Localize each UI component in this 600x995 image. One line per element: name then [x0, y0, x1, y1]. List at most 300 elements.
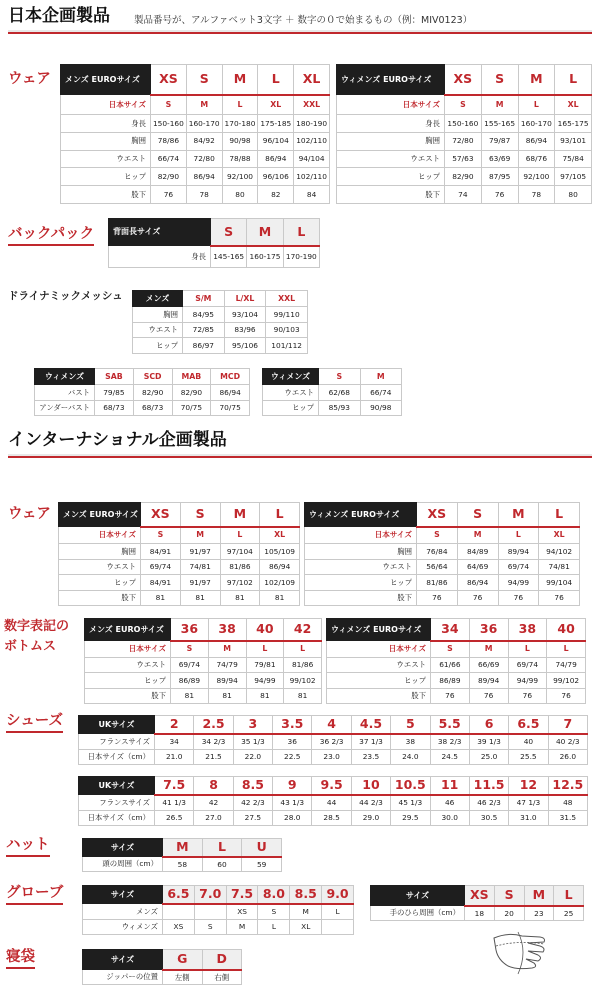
- cell: S: [194, 919, 226, 934]
- jp-size-label: 日本サイズ: [85, 641, 171, 658]
- size-cell: S: [211, 219, 247, 246]
- size-cell: 8: [194, 777, 233, 795]
- cell: 81/86: [417, 575, 458, 590]
- cell: 81: [260, 590, 300, 605]
- size-cell: SCD: [133, 369, 172, 385]
- row-label: 胸囲: [61, 132, 151, 150]
- cell: 43 1/3: [273, 795, 312, 811]
- cell: 89/94: [208, 673, 246, 688]
- cell: 25.0: [469, 749, 508, 764]
- cell: 76: [417, 590, 458, 605]
- row-label: ウエスト: [305, 559, 417, 574]
- cell: 27.5: [233, 810, 272, 825]
- cell: 62/68: [319, 385, 361, 401]
- jp-size: L: [220, 527, 260, 544]
- row-label: ウエスト: [59, 559, 141, 574]
- cell: 右側: [202, 970, 242, 985]
- cell: 99/102: [547, 673, 586, 688]
- size-cell: 36: [469, 619, 508, 641]
- row-label: 胸囲: [133, 307, 183, 323]
- size-cell: L: [554, 886, 584, 906]
- cell: XS: [163, 919, 195, 934]
- cell: 68/73: [95, 400, 134, 416]
- size-cell: S: [457, 503, 498, 527]
- size-cell: 9.0: [322, 886, 354, 904]
- cell: 23.5: [351, 749, 390, 764]
- cell: 66/74: [151, 150, 187, 168]
- cell: 94/99: [508, 673, 547, 688]
- cell: 96/106: [258, 168, 294, 186]
- cell: 86/94: [211, 385, 250, 401]
- cell: 96/104: [258, 132, 294, 150]
- label-backpack: バックパック: [8, 227, 94, 246]
- row-label: ウエスト: [337, 150, 445, 168]
- cell: 44 2/3: [351, 795, 390, 811]
- cell: 36: [273, 734, 312, 750]
- size-cell: 12: [509, 777, 548, 795]
- size-cell: XS: [151, 65, 187, 95]
- row-label: 股下: [327, 688, 431, 703]
- jp-size: S: [431, 641, 470, 658]
- jp-size: M: [457, 527, 498, 544]
- cell: 29.5: [391, 810, 430, 825]
- table-head: ウィメンズ EUROサイズ: [327, 619, 431, 641]
- cell: 86/94: [518, 132, 555, 150]
- jp-size: L: [508, 641, 547, 658]
- row-label: 股下: [337, 186, 445, 204]
- size-cell: S: [481, 65, 518, 95]
- cell: XS: [226, 904, 258, 920]
- cell: 87/95: [481, 168, 518, 186]
- size-cell: 36: [171, 619, 209, 641]
- cell: 170-180: [222, 115, 258, 133]
- cell: 91/97: [180, 575, 220, 590]
- size-cell: L: [258, 65, 294, 95]
- cell: 76: [508, 688, 547, 703]
- cell: 175-185: [258, 115, 294, 133]
- row-label: 身長: [61, 115, 151, 133]
- cell: 82/90: [172, 385, 211, 401]
- cell: 24.0: [391, 749, 430, 764]
- size-cell: 7.0: [194, 886, 226, 904]
- cell: 26.0: [548, 749, 587, 764]
- row-label: アンダーバスト: [35, 400, 95, 416]
- cell: 99/104: [539, 575, 580, 590]
- size-cell: M: [247, 219, 283, 246]
- cell: 165-175: [555, 115, 592, 133]
- size-cell: D: [202, 950, 242, 970]
- cell: 160-170: [518, 115, 555, 133]
- cell: 64/69: [457, 559, 498, 574]
- size-cell: 9.5: [312, 777, 351, 795]
- cell: 29.0: [351, 810, 390, 825]
- cell: M: [226, 919, 258, 934]
- cell: 82/90: [133, 385, 172, 401]
- cell: 18: [465, 906, 495, 921]
- cell: 78: [518, 186, 555, 204]
- cell: 84: [294, 186, 330, 204]
- cell: 86/94: [186, 168, 222, 186]
- jp-size: M: [469, 641, 508, 658]
- size-cell: XL: [294, 65, 330, 95]
- cell: 150-160: [151, 115, 187, 133]
- row-label: ウエスト: [327, 657, 431, 672]
- table-glove-2: [370, 885, 584, 921]
- size-cell: 4.5: [351, 716, 390, 734]
- row-label: ウィメンズ: [83, 919, 163, 934]
- cell: 30.0: [430, 810, 469, 825]
- cell: 93/104: [224, 307, 266, 323]
- cell: 95/106: [224, 338, 266, 354]
- cell: 99/110: [266, 307, 308, 323]
- table-dyna-womens-bra: [34, 368, 250, 416]
- table-dyna-womens-bottom: [262, 368, 402, 416]
- cell: 81/86: [284, 657, 322, 672]
- section-title-international: インターナショナル企画製品: [8, 430, 227, 450]
- table-head: サイズ: [83, 839, 163, 857]
- hand-measure-icon: [488, 928, 554, 978]
- row-label: 身長: [109, 246, 211, 268]
- table-head: サイズ: [83, 886, 163, 904]
- section-title-japan: 日本企画製品: [8, 6, 110, 26]
- cell: XL: [290, 919, 322, 934]
- cell: 27.0: [194, 810, 233, 825]
- table-dyna-mens: [132, 290, 308, 354]
- cell: 76: [151, 186, 187, 204]
- cell: [194, 904, 226, 920]
- size-cell: 11: [430, 777, 469, 795]
- cell: 90/98: [360, 400, 402, 416]
- cell: 35 1/3: [233, 734, 272, 750]
- row-label: 股下: [61, 186, 151, 204]
- size-cell: 34: [431, 619, 470, 641]
- table-jp-wear-womens: [336, 64, 592, 204]
- table-head: サイズ: [83, 950, 163, 970]
- cell: 97/104: [220, 544, 260, 559]
- size-cell: 38: [208, 619, 246, 641]
- table-head: UKサイズ: [79, 777, 155, 795]
- cell: 150-160: [445, 115, 482, 133]
- cell: 86/89: [431, 673, 470, 688]
- cell: 74/79: [547, 657, 586, 672]
- cell: 170-190: [283, 246, 319, 268]
- cell: 94/99: [246, 673, 284, 688]
- jp-size: L: [284, 641, 322, 658]
- jp-size: XL: [260, 527, 300, 544]
- cell: 76: [481, 186, 518, 204]
- cell: 66/69: [469, 657, 508, 672]
- cell: 61/66: [431, 657, 470, 672]
- cell: 37 1/3: [351, 734, 390, 750]
- jp-size: M: [180, 527, 220, 544]
- cell: 25: [554, 906, 584, 921]
- cell: 69/74: [508, 657, 547, 672]
- cell: 155-165: [481, 115, 518, 133]
- jp-size: S: [445, 95, 482, 115]
- jp-size-label: 日本サイズ: [305, 527, 417, 544]
- row-label: 胸囲: [59, 544, 141, 559]
- cell: 82/90: [151, 168, 187, 186]
- cell: 79/81: [246, 657, 284, 672]
- label-wear: ウェア: [8, 506, 51, 522]
- size-cell: L/XL: [224, 291, 266, 307]
- table-head: メンズ EUROサイズ: [85, 619, 171, 641]
- label-bottoms-2: ボトムス: [4, 639, 57, 654]
- cell: 31.0: [509, 810, 548, 825]
- cell: 81/86: [220, 559, 260, 574]
- table-head: 背面長サイズ: [109, 219, 211, 246]
- size-cell: 7: [548, 716, 587, 734]
- cell: 89/94: [469, 673, 508, 688]
- jp-size: XL: [555, 95, 592, 115]
- cell: 76: [457, 590, 498, 605]
- cell: 68/76: [518, 150, 555, 168]
- size-cell: M: [518, 65, 555, 95]
- cell: M: [290, 904, 322, 920]
- cell: 38 2/3: [430, 734, 469, 750]
- cell: 78/86: [151, 132, 187, 150]
- table-sleeping-bag: [82, 949, 242, 985]
- cell: 45 1/3: [391, 795, 430, 811]
- cell: 40 2/3: [548, 734, 587, 750]
- size-cell: 11.5: [469, 777, 508, 795]
- cell: 81: [208, 688, 246, 703]
- row-label: ヒップ: [59, 575, 141, 590]
- table-head: ウィメンズ EUROサイズ: [305, 503, 417, 527]
- size-cell: 40: [246, 619, 284, 641]
- cell: 74/81: [539, 559, 580, 574]
- cell: 81: [141, 590, 181, 605]
- cell: 74/81: [180, 559, 220, 574]
- cell: 31.5: [548, 810, 587, 825]
- size-cell: L: [555, 65, 592, 95]
- size-cell: 4: [312, 716, 351, 734]
- size-cell: 9: [273, 777, 312, 795]
- cell: 44: [312, 795, 351, 811]
- size-cell: 3: [233, 716, 272, 734]
- cell: 47 1/3: [509, 795, 548, 811]
- row-label: ウエスト: [61, 150, 151, 168]
- jp-size-label: 日本サイズ: [61, 95, 151, 115]
- cell: 80: [222, 186, 258, 204]
- cell: 20: [494, 906, 524, 921]
- jp-size-label: 日本サイズ: [337, 95, 445, 115]
- cell: 21.0: [155, 749, 194, 764]
- row-label: 胸囲: [337, 132, 445, 150]
- row-label: ヒップ: [337, 168, 445, 186]
- cell: 25.5: [509, 749, 548, 764]
- cell: 94/104: [294, 150, 330, 168]
- size-cell: L: [283, 219, 319, 246]
- cell: 左側: [163, 970, 203, 985]
- row-label: ヒップ: [263, 400, 319, 416]
- label-shoes: シューズ: [6, 714, 63, 733]
- cell: 70/75: [172, 400, 211, 416]
- label-bottoms-1: 数字表記の: [4, 619, 70, 634]
- cell: 66/74: [360, 385, 402, 401]
- cell: 84/92: [186, 132, 222, 150]
- size-cell: M: [524, 886, 554, 906]
- cell: 59: [242, 857, 282, 872]
- cell: 76: [431, 688, 470, 703]
- cell: 86/94: [260, 559, 300, 574]
- row-label: フランスサイズ: [79, 734, 155, 750]
- table-head: メンズ: [133, 291, 183, 307]
- size-cell: MAB: [172, 369, 211, 385]
- size-cell: M: [220, 503, 260, 527]
- cell: 56/64: [417, 559, 458, 574]
- cell: 69/74: [171, 657, 209, 672]
- label-glove: グローブ: [6, 886, 63, 905]
- jp-size: XL: [258, 95, 294, 115]
- cell: 81: [220, 590, 260, 605]
- row-label: 日本サイズ（cm）: [79, 749, 155, 764]
- size-cell: XS: [141, 503, 181, 527]
- table-head: メンズ EUROサイズ: [61, 65, 151, 95]
- cell: 81: [246, 688, 284, 703]
- size-cell: U: [242, 839, 282, 857]
- size-cell: 3.5: [273, 716, 312, 734]
- size-cell: S: [186, 65, 222, 95]
- cell: 42 2/3: [233, 795, 272, 811]
- table-head: UKサイズ: [79, 716, 155, 734]
- row-label: メンズ: [83, 904, 163, 920]
- row-label: ウエスト: [133, 322, 183, 338]
- cell: 76/84: [417, 544, 458, 559]
- cell: L: [258, 919, 290, 934]
- row-label: 股下: [85, 688, 171, 703]
- cell: 84/91: [141, 575, 181, 590]
- cell: 94/102: [539, 544, 580, 559]
- cell: 26.5: [155, 810, 194, 825]
- cell: 79/85: [95, 385, 134, 401]
- row-label: ヒップ: [327, 673, 431, 688]
- cell: 60: [202, 857, 242, 872]
- cell: 70/75: [211, 400, 250, 416]
- jp-size: M: [186, 95, 222, 115]
- cell: 101/112: [266, 338, 308, 354]
- jp-size: L: [246, 641, 284, 658]
- cell: 72/80: [445, 132, 482, 150]
- cell: 46 2/3: [469, 795, 508, 811]
- cell: 68/73: [133, 400, 172, 416]
- cell: 84/89: [457, 544, 498, 559]
- cell: 78/88: [222, 150, 258, 168]
- cell: 38: [391, 734, 430, 750]
- cell: 76: [539, 590, 580, 605]
- cell: 91/97: [180, 544, 220, 559]
- jp-size: M: [208, 641, 246, 658]
- cell: 84/95: [183, 307, 225, 323]
- table-shoes-1: [78, 715, 588, 765]
- cell: 86/97: [183, 338, 225, 354]
- row-label: 身長: [337, 115, 445, 133]
- label-hat: ハット: [6, 838, 50, 857]
- table-glove-1: [82, 885, 354, 935]
- cell: 42: [194, 795, 233, 811]
- size-cell: M: [498, 503, 539, 527]
- cell: 28.0: [273, 810, 312, 825]
- row-label: ヒップ: [61, 168, 151, 186]
- label-wear: ウェア: [8, 71, 51, 87]
- table-int-bottoms-womens: [326, 618, 586, 704]
- cell: 69/74: [141, 559, 181, 574]
- size-cell: L: [539, 503, 580, 527]
- size-cell: XS: [445, 65, 482, 95]
- row-label: 日本サイズ（cm）: [79, 810, 155, 825]
- size-cell: 10.5: [391, 777, 430, 795]
- cell: 90/98: [222, 132, 258, 150]
- cell: 40: [509, 734, 548, 750]
- cell: S: [258, 904, 290, 920]
- size-cell: XS: [465, 886, 495, 906]
- size-cell: 8.0: [258, 886, 290, 904]
- size-cell: 38: [508, 619, 547, 641]
- cell: 102/109: [260, 575, 300, 590]
- cell: L: [322, 904, 354, 920]
- jp-size-label: 日本サイズ: [327, 641, 431, 658]
- cell: 89/94: [498, 544, 539, 559]
- size-cell: 7.5: [226, 886, 258, 904]
- cell: 75/84: [555, 150, 592, 168]
- size-cell: M: [360, 369, 402, 385]
- cell: 86/89: [171, 673, 209, 688]
- size-cell: 42: [284, 619, 322, 641]
- size-cell: SAB: [95, 369, 134, 385]
- jp-size: XL: [539, 527, 580, 544]
- cell: 22.0: [233, 749, 272, 764]
- size-cell: S: [319, 369, 361, 385]
- size-cell: M: [163, 839, 203, 857]
- jp-size: L: [547, 641, 586, 658]
- jp-size: S: [171, 641, 209, 658]
- cell: 97/105: [555, 168, 592, 186]
- table-backpack: [108, 218, 320, 268]
- jp-size: S: [141, 527, 181, 544]
- size-cell: S: [494, 886, 524, 906]
- cell: 30.5: [469, 810, 508, 825]
- jp-size-label: 日本サイズ: [59, 527, 141, 544]
- row-label: ヒップ: [85, 673, 171, 688]
- row-label: ヒップ: [305, 575, 417, 590]
- jp-size: M: [481, 95, 518, 115]
- label-sleeping-bag: 寝袋: [6, 950, 35, 969]
- cell: 81: [180, 590, 220, 605]
- size-cell: MCD: [211, 369, 250, 385]
- cell: 80: [555, 186, 592, 204]
- cell: 39 1/3: [469, 734, 508, 750]
- table-head: ウィメンズ: [35, 369, 95, 385]
- cell: 180-190: [294, 115, 330, 133]
- cell: 94/99: [498, 575, 539, 590]
- cell: 74: [445, 186, 482, 204]
- table-int-bottoms-mens: [84, 618, 322, 704]
- cell: 22.5: [273, 749, 312, 764]
- size-cell: 8.5: [233, 777, 272, 795]
- table-jp-wear-mens: [60, 64, 330, 204]
- row-label: 胸囲: [305, 544, 417, 559]
- cell: 82/90: [445, 168, 482, 186]
- cell: 102/110: [294, 168, 330, 186]
- cell: 92/100: [518, 168, 555, 186]
- row-label: 頭の周囲（cm）: [83, 857, 163, 872]
- size-cell: 12.5: [548, 777, 587, 795]
- cell: 74/79: [208, 657, 246, 672]
- cell: 46: [430, 795, 469, 811]
- cell: 86/94: [457, 575, 498, 590]
- divider: [8, 30, 592, 34]
- cell: [163, 904, 195, 920]
